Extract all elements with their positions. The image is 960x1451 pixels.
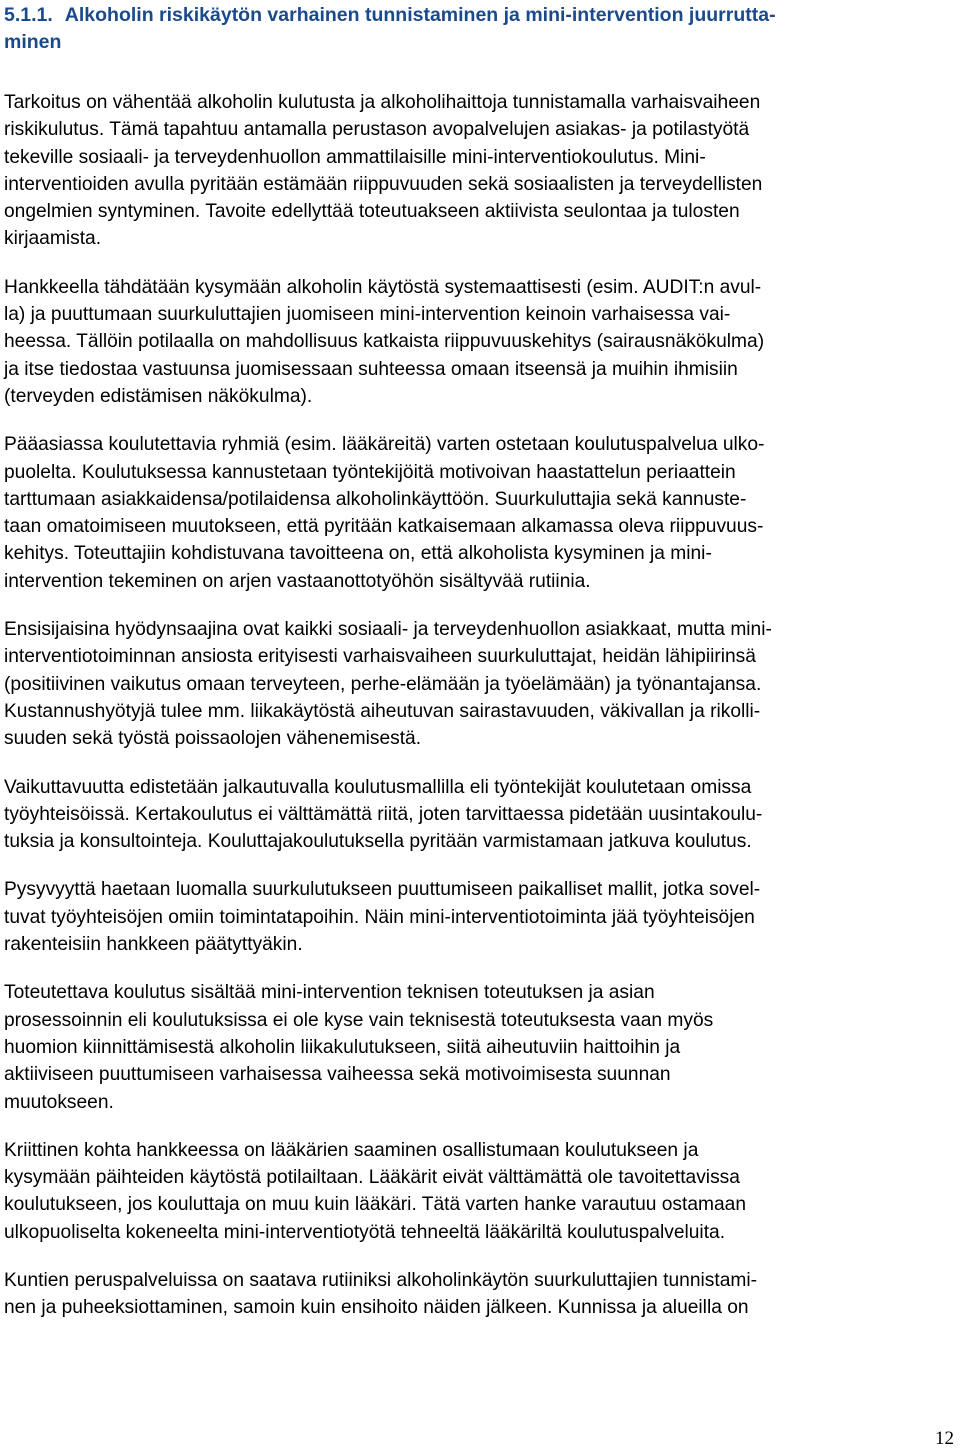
paragraph-line: huomion kiinnittämisestä alkoholin liikakulutukseen, siitä aiheutuviin haittoihin ja bbox=[4, 1036, 681, 1058]
paragraph-line: interventioiden avulla pyritään estämään riippuvuuden sekä sosiaalisten ja terveydellisten bbox=[4, 173, 763, 195]
paragraph-line: tuvat työyhteisöjen omiin toimintatapoihin. Näin mini-interventiotoiminta jää työyhteisöjen bbox=[4, 906, 755, 928]
heading-line-2: minen bbox=[4, 31, 62, 53]
paragraph bbox=[4, 1267, 956, 1322]
paragraph-line: interventiotoiminnan ansiosta erityisesti varhaisvaiheen suurkuluttajat, heidän lähipiirinsä bbox=[4, 646, 756, 668]
paragraph-line: kehitys. Toteuttajiin kohdistuvana tavoitteena on, että alkoholista kysyminen ja mini- bbox=[4, 543, 712, 565]
paragraph-line: Hankkeella tähdätään kysymään alkoholin käytöstä systemaattisesti (esim. AUDIT:n avul- bbox=[4, 276, 762, 298]
body-text bbox=[4, 89, 956, 1322]
heading-text: Alkoholin riskikäytön varhainen tunnistaminen ja mini-intervention juurrutta- bbox=[64, 4, 776, 26]
paragraph bbox=[4, 274, 956, 410]
paragraph-line: riskikulutus. Tämä tapahtuu antamalla perustason avopalvelujen asiakas- ja potilastyötä bbox=[4, 119, 750, 141]
paragraph-line: Kustannushyötyjä tulee mm. liikakäytöstä aiheutuvan sairastavuuden, väkivallan ja rikolli- bbox=[4, 700, 761, 722]
paragraph-line: nen ja puheeksiottaminen, samoin kuin ensihoito näiden jälkeen. Kunnissa ja alueilla on bbox=[4, 1297, 749, 1319]
paragraph-line: (terveyden edistämisen näkökulma). bbox=[4, 385, 313, 407]
paragraph-line: Kuntien peruspalveluissa on saatava rutiiniksi alkoholinkäytön suurkuluttajien tunnistami- bbox=[4, 1269, 757, 1291]
paragraph-line: heessa. Tällöin potilaalla on mahdollisuus katkaista riippuvuuskehitys (sairausnäkökulma) bbox=[4, 331, 765, 353]
section-heading bbox=[4, 0, 956, 56]
paragraph bbox=[4, 979, 956, 1115]
paragraph-line: puolelta. Koulutuksessa kannustetaan työntekijöitä motivoivan haastattelun periaattein bbox=[4, 461, 736, 483]
section-number: 5.1.1. bbox=[4, 4, 53, 26]
paragraph-line: koulutukseen, jos kouluttaja on muu kuin lääkäri. Tätä varten hanke varautuu ostamaan bbox=[4, 1194, 747, 1216]
paragraph-line: Ensisijaisina hyödynsaajina ovat kaikki sosiaali- ja terveydenhuollon asiakkaat, mutta mini- bbox=[4, 619, 772, 641]
paragraph-line: suuden sekä työstä poissaolojen vähenemisestä. bbox=[4, 728, 422, 750]
paragraph-line: työyhteisöissä. Kertakoulutus ei välttämättä riitä, joten tarvittaessa pidetään uusintakoulu- bbox=[4, 803, 763, 825]
paragraph-line: Kriittinen kohta hankkeessa on lääkärien saaminen osallistumaan koulutukseen ja bbox=[4, 1139, 699, 1161]
paragraph bbox=[4, 431, 956, 595]
paragraph bbox=[4, 89, 956, 253]
paragraph-line: aktiiviseen puuttumiseen varhaisessa vaiheessa sekä motivoimisesta suunnan bbox=[4, 1064, 671, 1086]
page-number: 12 bbox=[935, 1428, 954, 1449]
paragraph-line: muutokseen. bbox=[4, 1091, 114, 1113]
paragraph-line: tuksia ja konsultointeja. Kouluttajakoulutuksella pyritään varmistamaan jatkuva koulutus. bbox=[4, 831, 752, 853]
paragraph-line: Tarkoitus on vähentää alkoholin kulutusta ja alkoholihaittoja tunnistamalla varhaisvaiheen bbox=[4, 92, 761, 113]
paragraph-line: taan omatoimiseen muutokseen, että pyritään katkaisemaan alkamassa oleva riippuvuus- bbox=[4, 516, 764, 538]
paragraph-line: Toteutettava koulutus sisältää mini-intervention teknisen toteutuksen ja asian bbox=[4, 982, 655, 1004]
paragraph-line: tarttumaan asiakkaidensa/potilaidensa alkoholinkäyttöön. Suurkuluttajia sekä kannuste- bbox=[4, 488, 747, 510]
paragraph-line: Vaikuttavuutta edistetään jalkautuvalla koulutusmallilla eli työntekijät koulutetaan omissa bbox=[4, 776, 752, 798]
paragraph-line: Pääasiassa koulutettavia ryhmiä (esim. lääkäreitä) varten ostetaan koulutuspalvelua ulko- bbox=[4, 434, 765, 456]
paragraph-line: kysymään päihteiden käytöstä potilailtaan. Lääkärit eivät välttämättä ole tavoitettavissa bbox=[4, 1167, 740, 1189]
paragraph-line: (positiivinen vaikutus omaan terveyteen, perhe-elämään ja työelämään) ja työnantajansa. bbox=[4, 673, 762, 695]
paragraph bbox=[4, 774, 956, 856]
paragraph-line: intervention tekeminen on arjen vastaanottotyöhön sisältyvää rutiinia. bbox=[4, 570, 591, 592]
paragraph-line: kirjaamista. bbox=[4, 228, 102, 250]
paragraph-line: ulkopuoliselta kokeneelta mini-interventiotyötä tehneeltä lääkäriltä koulutuspalveluita. bbox=[4, 1221, 726, 1243]
paragraph bbox=[4, 876, 956, 958]
paragraph bbox=[4, 1137, 956, 1246]
paragraph-line: Pysyvyyttä haetaan luomalla suurkulutukseen puuttumiseen paikalliset mallit, jotka sovel- bbox=[4, 879, 761, 901]
paragraph-line: la) ja puuttumaan suurkuluttajien juomiseen mini-intervention keinoin varhaisessa vai- bbox=[4, 304, 731, 326]
paragraph-line: rakenteisiin hankkeen päätyttyäkin. bbox=[4, 934, 303, 956]
paragraph-line: ja itse tiedostaa vastuunsa juomisessaan suhteessa omaan itseensä ja muihin ihmisiin bbox=[4, 358, 738, 380]
document-page bbox=[4, 0, 956, 1322]
heading-line-1 bbox=[4, 4, 776, 26]
paragraph-line: prosessoinnin eli koulutuksissa ei ole kyse vain teknisestä toteutuksesta vaan myös bbox=[4, 1009, 714, 1031]
paragraph bbox=[4, 616, 956, 752]
paragraph-line: ongelmien syntyminen. Tavoite edellyttää toteutuakseen aktiivista seulontaa ja tulosten bbox=[4, 201, 740, 223]
paragraph-line: tekeville sosiaali- ja terveydenhuollon ammattilaisille mini-interventiokoulutus. Mini- bbox=[4, 146, 706, 168]
